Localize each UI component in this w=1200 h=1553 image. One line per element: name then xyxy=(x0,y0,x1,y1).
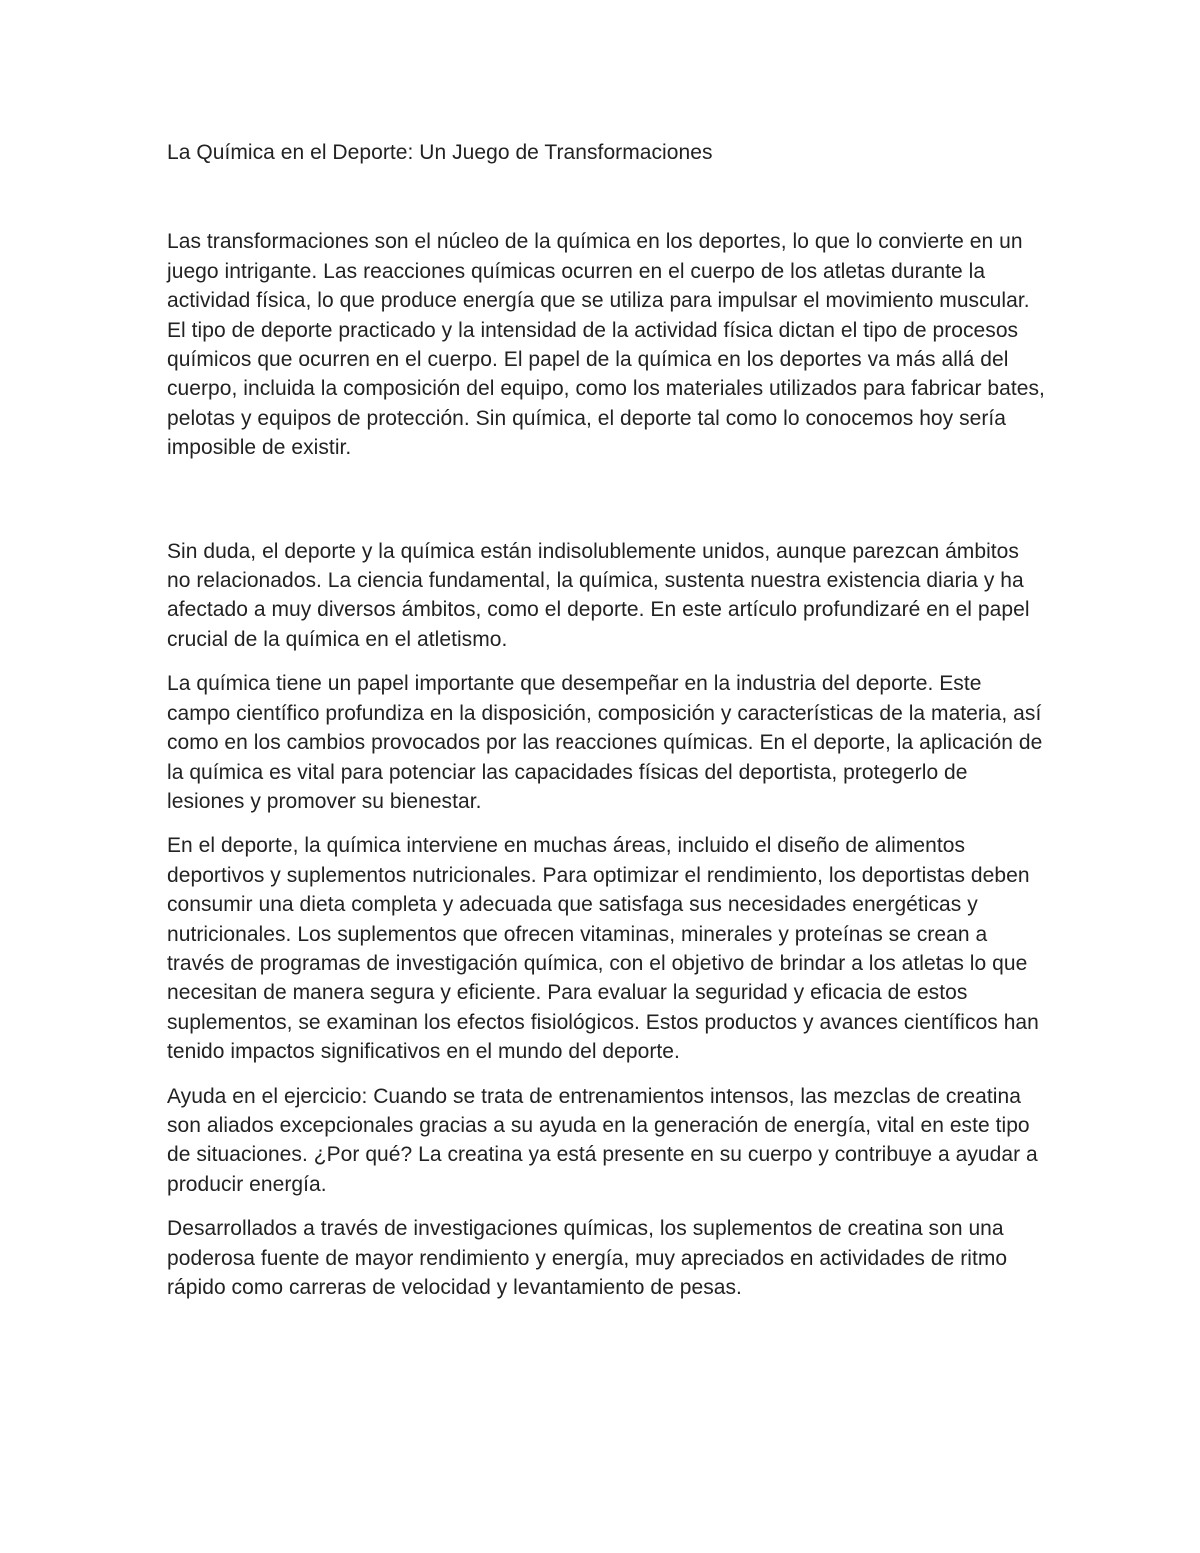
document-body xyxy=(167,138,1047,1317)
paragraph: Ayuda en el ejercicio: Cuando se trata de entrenamientos intensos, las mezclas de creatina son aliados excepcionales gracias a su ayuda en la generación de energía, vital en este tipo de situaciones. ¿Por qué? La creatina ya está presente en su cuerpo y contribuye a ayudar a producir energía. xyxy=(167,1084,1038,1196)
paragraph: En el deporte, la química interviene en muchas áreas, incluido el diseño de alimentos deportivos y suplementos nutricionales. Para optimizar el rendimiento, los deportistas deben consumir una dieta completa y adecuada que satisfaga sus necesidades energéticas y nutricionales. Los suplementos que ofrecen vitaminas, minerales y proteínas se crean a través de programas de investigación química, con el objetivo de brindar a los atletas lo que necesitan de manera segura y eficiente. Para evaluar la seguridad y eficacia de estos suplementos, se examinan los efectos fisiológicos. Estos productos y avances científicos han tenido impactos significativos en el mundo del deporte. xyxy=(167,834,1039,1064)
paragraph: Desarrollados a través de investigaciones químicas, los suplementos de creatina son una poderosa fuente de mayor rendimiento y energía, muy apreciados en actividades de ritmo rápido como carreras de velocidad y levantamiento de pesas. xyxy=(167,1217,1008,1299)
paragraph: Sin duda, el deporte y la química están indisolublemente unidos, aunque parezcan ámbitos no relacionados. La ciencia fundamental, la química, sustenta nuestra existencia diaria y ha afectado a muy diversos ámbitos, como el deporte. En este artículo profundizaré en el papel crucial de la química en el atletismo. xyxy=(167,539,1030,651)
paragraph-intro: Las transformaciones son el núcleo de la química en los deportes, lo que lo convierte en un juego intrigante. Las reacciones químicas ocurren en el cuerpo de los atletas durante la actividad física, lo que produce energía que se utiliza para impulsar el movimiento muscular. El tipo de deporte practicado y la intensidad de la actividad física dictan el tipo de procesos químicos que ocurren en el cuerpo. El papel de la química en los deportes va más allá del cuerpo, incluida la composición del equipo, como los materiales utilizados para fabricar bates, pelotas y equipos de protección. Sin química, el deporte tal como lo conocemos hoy sería imposible de existir. xyxy=(167,230,1045,460)
paragraph: La química tiene un papel importante que desempeñar en la industria del deporte. Este campo científico profundiza en la disposición, composición y características de la materia, así como en los cambios provocados por las reacciones químicas. En el deporte, la aplicación de la química es vital para potenciar las capacidades físicas del deportista, protegerlo de lesiones y promover su bienestar. xyxy=(167,672,1043,813)
document-title: La Química en el Deporte: Un Juego de Transformaciones xyxy=(167,141,713,164)
